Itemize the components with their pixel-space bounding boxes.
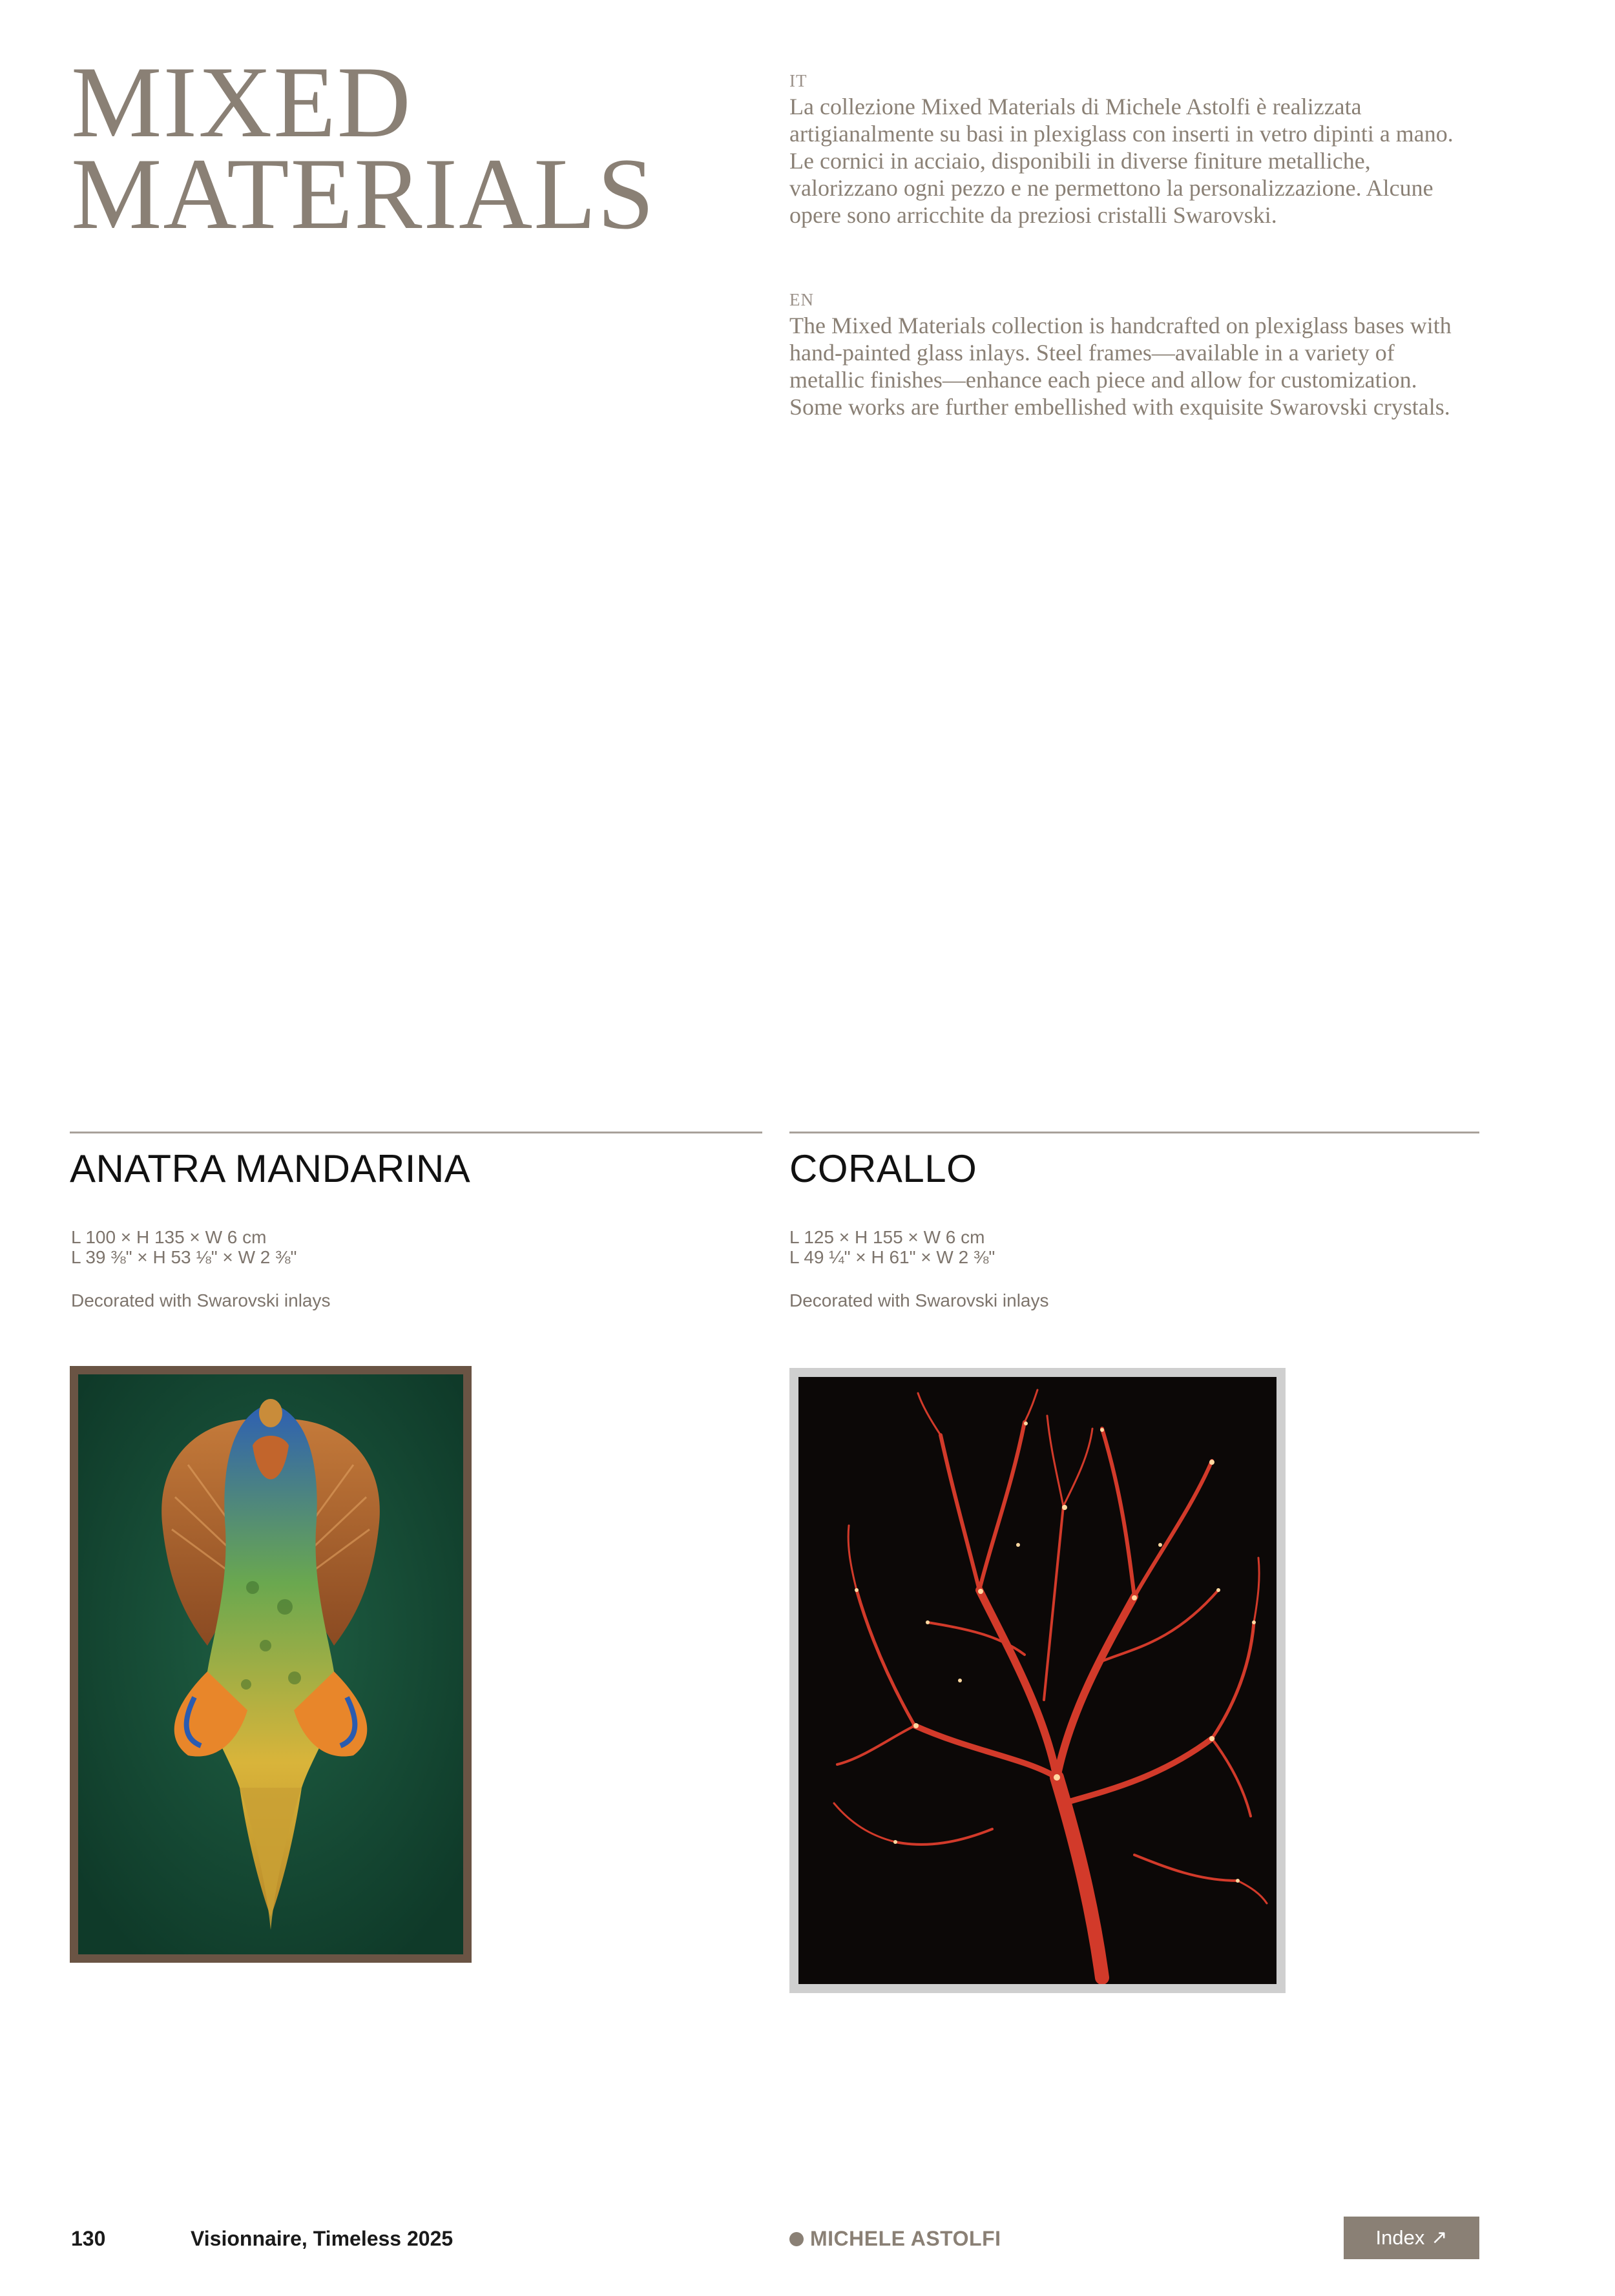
brand-label — [789, 2227, 1001, 2251]
title-line-2: MATERIALS — [71, 138, 656, 251]
dimensions-cm: L 125 × H 155 × W 6 cm — [789, 1227, 985, 1247]
lang-label-en: EN — [789, 290, 814, 309]
artwork-corallo — [789, 1368, 1286, 1993]
index-label: Index — [1375, 2226, 1425, 2249]
bullet-dot-icon — [789, 2232, 804, 2246]
brand-name: MICHELE ASTOLFI — [810, 2227, 1001, 2250]
product-note: Decorated with Swarovski inlays — [71, 1290, 331, 1310]
lang-label-it: IT — [789, 71, 808, 90]
product-dimensions — [71, 1227, 297, 1267]
artwork-anatra-mandarina — [70, 1366, 472, 1963]
title-line-1: MIXED — [71, 46, 412, 159]
dimensions-cm: L 100 × H 135 × W 6 cm — [71, 1227, 267, 1247]
page-number: 130 — [71, 2227, 106, 2250]
dimensions-in: L 39 ⅜" × H 53 ⅛" × W 2 ⅜" — [71, 1247, 297, 1267]
index-button[interactable] — [1344, 2217, 1479, 2259]
divider-rule — [789, 1132, 1479, 1133]
arrow-up-right-icon: ↗ — [1431, 2227, 1448, 2248]
dimensions-in: L 49 ¼" × H 61" × W 2 ⅜" — [789, 1247, 995, 1267]
product-dimensions — [789, 1227, 995, 1267]
coral-artwork-illustration — [798, 1377, 1276, 1984]
page-title — [71, 46, 656, 251]
product-name: ANATRA MANDARINA — [70, 1147, 471, 1190]
product-name: CORALLO — [789, 1147, 977, 1190]
product-note: Decorated with Swarovski inlays — [789, 1290, 1049, 1310]
divider-rule — [70, 1132, 762, 1133]
intro-text-it: La collezione Mixed Materials di Michele Astolfi è realizzata artigianalmente su basi in plexiglass con inserti in vetro dipinti a mano. Le cornici in acciaio, disponibili in diverse finiture metalliche, valorizzano ogni pezzo e ne permettono la personalizzazione. Alcune opere sono arricchite da preziosi cristalli Swarovski. — [789, 94, 1454, 228]
publication-title: Visionnaire, Timeless 2025 — [191, 2227, 453, 2250]
duck-artwork-illustration — [78, 1374, 463, 1954]
intro-text-en: The Mixed Materials collection is handcrafted on plexiglass bases with hand-painted glass inlays. Steel frames—available in a variety of metallic finishes—enhance each piece and allow for customization. Some works are further embellished with exquisite Swarovski crystals. — [789, 313, 1452, 420]
